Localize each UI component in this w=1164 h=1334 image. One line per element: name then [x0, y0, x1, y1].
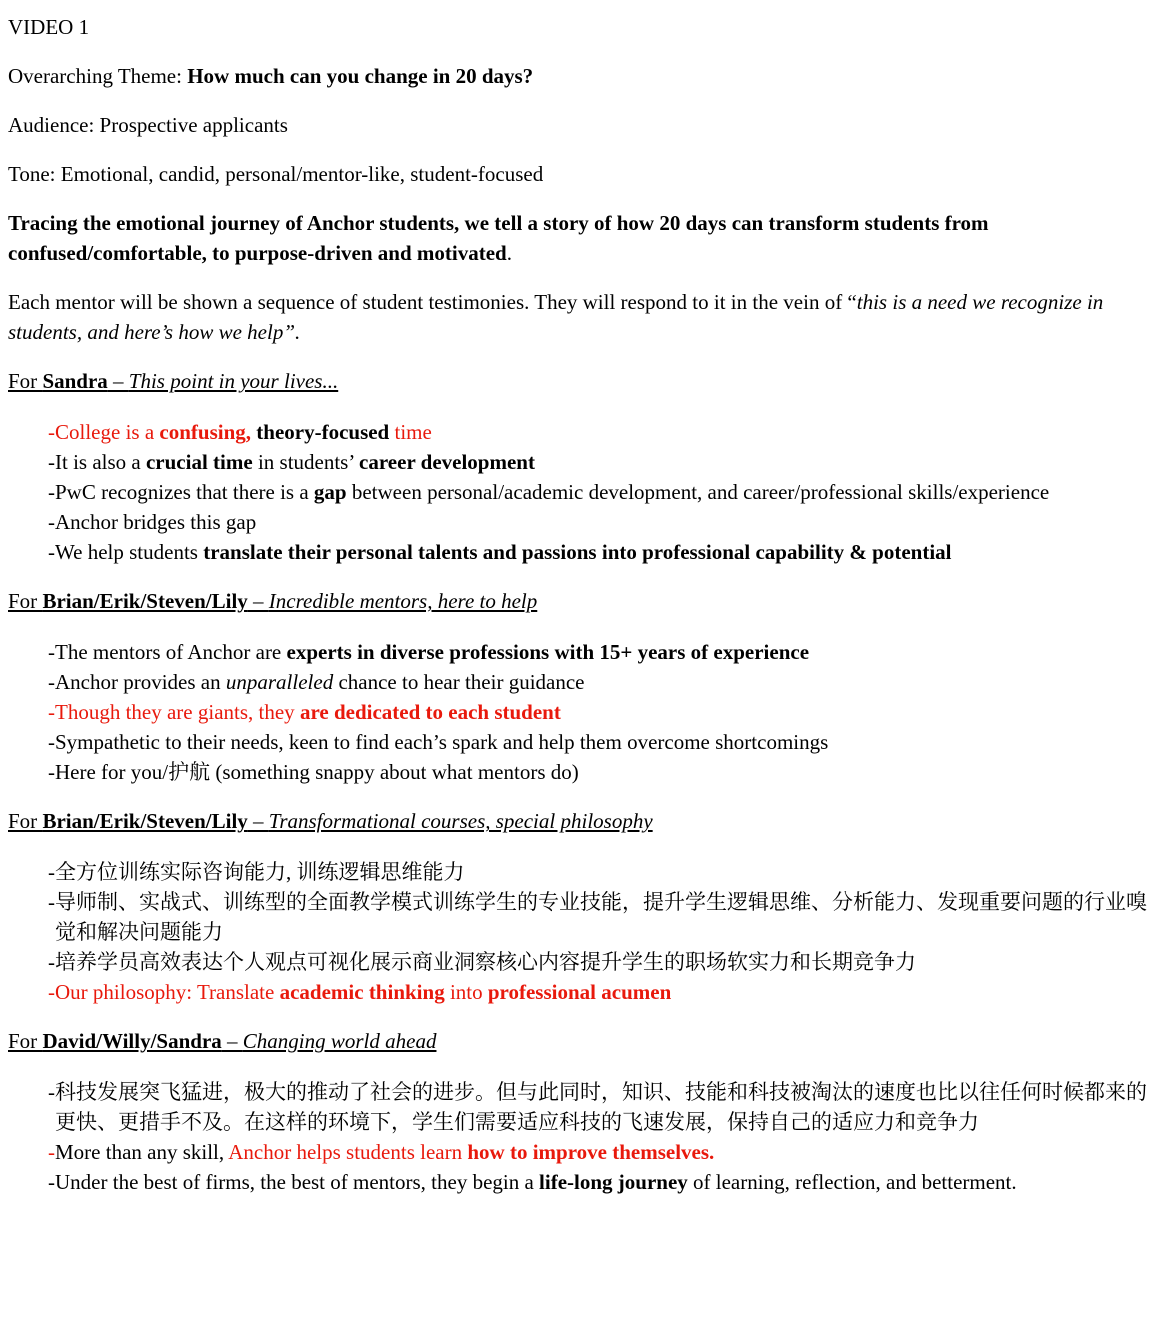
text-run: academic thinking — [279, 980, 445, 1005]
list-item-text — [55, 697, 1154, 727]
text-run: in students’ — [252, 450, 360, 475]
bullet-marker: - — [48, 890, 55, 915]
bullet-marker: - — [48, 1140, 55, 1165]
list-item-text — [55, 417, 1154, 447]
text-run: Tracing the emotional journey of Anchor students, we tell a story of how 20 days can transform students from confused/comfortable, to purpose-driven and motivated — [8, 211, 989, 266]
text-run: . — [506, 241, 512, 266]
text-run: Anchor helps students learn — [228, 1140, 468, 1165]
bullet-marker: - — [48, 1080, 55, 1105]
list-item — [8, 1137, 1154, 1167]
text-run: confusing, — [159, 420, 252, 445]
text-run: 导师制、实战式、训练型的全面教学模式训练学生的专业技能，提升学生逻辑思维、分析能力、发现重要问题的行业嗅觉和解决问题能力 — [55, 890, 1147, 945]
bullet-marker: - — [48, 700, 55, 725]
text-run: Transformational courses, special philosophy — [268, 809, 653, 834]
text-run: 全方位训练实际咨询能力, 训练逻辑思维能力 — [55, 860, 465, 885]
text-run: Changing world ahead — [242, 1029, 437, 1054]
text-run: how to improve themselves. — [467, 1140, 715, 1165]
section-heading — [8, 1026, 1154, 1056]
text-run: More than any skill, — [55, 1140, 229, 1165]
text-run: unparalleled — [225, 670, 334, 695]
text-run: 科技发展突飞猛进，极大的推动了社会的进步。但与此同时，知识、技能和科技被淘汰的速度也比以往任何时候都来的更快、更措手不及。在这样的环境下，学生们需要适应科技的飞速发展，保持自己的适应力和竞争力 — [55, 1080, 1147, 1135]
text-run: – — [221, 1029, 243, 1054]
text-run: Brian/Erik/Steven/Lily — [42, 809, 248, 834]
paragraph — [8, 159, 1154, 189]
text-run: It is also a — [55, 450, 146, 475]
list-item — [8, 667, 1154, 697]
list-item-text — [55, 537, 1154, 567]
text-run: This point in your lives... — [128, 369, 339, 394]
list-item-text — [55, 477, 1154, 507]
text-run: Under the best of firms, the best of mentors, they begin a — [55, 1170, 540, 1195]
text-run: Anchor bridges this gap — [55, 510, 257, 535]
list-item — [8, 887, 1154, 947]
list-item — [8, 697, 1154, 727]
text-run: Brian/Erik/Steven/Lily — [42, 589, 248, 614]
bullet-marker: - — [48, 860, 55, 885]
list-item-text — [55, 667, 1154, 697]
list-item — [8, 857, 1154, 887]
list-item — [8, 727, 1154, 757]
text-run: – — [107, 369, 129, 394]
text-run: The mentors of Anchor are — [55, 640, 287, 665]
text-run: Though they are giants, they — [55, 700, 300, 725]
text-run: Audience: Prospective applicants — [8, 113, 288, 138]
text-run: For — [8, 809, 43, 834]
text-run: gap — [313, 480, 347, 505]
text-run: Our philosophy: Translate — [55, 980, 280, 1005]
list-item — [8, 947, 1154, 977]
text-run: between personal/academic development, and career/professional skills/experience — [346, 480, 1050, 505]
list-item-text — [55, 977, 1154, 1007]
text-run: For — [8, 369, 43, 394]
text-run: Sympathetic to their needs, keen to find each’s spark and help them overcome shortcomings — [55, 730, 829, 755]
paragraph — [8, 287, 1154, 347]
text-run: For — [8, 589, 43, 614]
bullet-marker: - — [48, 980, 55, 1005]
section-heading — [8, 586, 1154, 616]
list-item-text — [55, 447, 1154, 477]
bullet-marker: - — [48, 450, 55, 475]
list-item — [8, 447, 1154, 477]
text-run: David/Willy/Sandra — [42, 1029, 222, 1054]
text-run: are dedicated to each student — [299, 700, 561, 725]
paragraph — [8, 208, 1154, 268]
text-run: How much can you change in 20 days? — [187, 64, 534, 89]
text-run: – — [247, 809, 269, 834]
list-item — [8, 637, 1154, 667]
text-run: Tone: Emotional, candid, personal/mentor-like, student-focused — [8, 162, 544, 187]
text-run: PwC recognizes that there is a — [55, 480, 314, 505]
text-run: chance to hear their guidance — [333, 670, 585, 695]
text-run: into — [444, 980, 488, 1005]
list-item-text — [55, 857, 1154, 887]
text-run: Each mentor will be shown a sequence of student testimonies. They will respond to it in the vein of “ — [8, 290, 857, 315]
text-run: For — [8, 1029, 43, 1054]
list-item-text — [55, 727, 1154, 757]
text-run: this is a need we recognize in students, and here’s how we help”. — [8, 290, 1104, 345]
text-run: College is a — [55, 420, 160, 445]
bullet-marker: - — [48, 480, 55, 505]
paragraph — [8, 110, 1154, 140]
text-run: Here for you/护航 (something snappy about what mentors do) — [55, 760, 579, 785]
list-item — [8, 977, 1154, 1007]
text-run: life-long journey — [539, 1170, 688, 1195]
list-item-text — [55, 507, 1154, 537]
bullet-marker: - — [48, 540, 55, 565]
text-run: crucial time — [145, 450, 253, 475]
text-run: professional acumen — [487, 980, 672, 1005]
list-item-text — [55, 1077, 1154, 1137]
text-run: Overarching Theme: — [8, 64, 188, 89]
list-item — [8, 477, 1154, 507]
list-item-text — [55, 947, 1154, 977]
text-run: – — [247, 589, 269, 614]
bullet-marker: - — [48, 730, 55, 755]
list-item-text — [55, 1167, 1154, 1197]
bullet-marker: - — [48, 640, 55, 665]
bullet-marker: - — [48, 510, 55, 535]
list-item-text — [55, 1137, 1154, 1167]
list-item-text — [55, 757, 1154, 787]
section-heading — [8, 366, 1154, 396]
bullet-marker: - — [48, 420, 55, 445]
text-run: Anchor provides an — [55, 670, 226, 695]
text-run: of learning, reflection, and betterment. — [687, 1170, 1017, 1195]
text-run: translate their personal talents and passions into professional capability & potential — [203, 540, 952, 565]
list-item — [8, 1167, 1154, 1197]
text-run: Sandra — [42, 369, 108, 394]
text-run: experts in diverse professions with 15+ years of experience — [286, 640, 810, 665]
text-run: VIDEO 1 — [8, 15, 90, 39]
list-item — [8, 417, 1154, 447]
text-run: career development — [359, 450, 535, 475]
doc-title — [8, 12, 1154, 42]
list-item-text — [55, 887, 1154, 947]
bullet-marker: - — [48, 760, 55, 785]
list-item — [8, 1077, 1154, 1137]
bullet-marker: - — [48, 950, 55, 975]
list-item-text — [55, 637, 1154, 667]
section-heading — [8, 806, 1154, 836]
list-item — [8, 757, 1154, 787]
bullet-marker: - — [48, 1170, 55, 1195]
list-item — [8, 537, 1154, 567]
bullet-marker: - — [48, 670, 55, 695]
paragraph — [8, 61, 1154, 91]
text-run: 培养学员高效表达个人观点可视化展示商业洞察核心内容提升学生的职场软实力和长期竞争力 — [55, 950, 916, 975]
list-item — [8, 507, 1154, 537]
text-run: We help students — [55, 540, 204, 565]
text-run: time — [394, 420, 432, 445]
text-run: Incredible mentors, here to help — [268, 589, 538, 614]
text-run: theory-focused — [256, 420, 390, 445]
